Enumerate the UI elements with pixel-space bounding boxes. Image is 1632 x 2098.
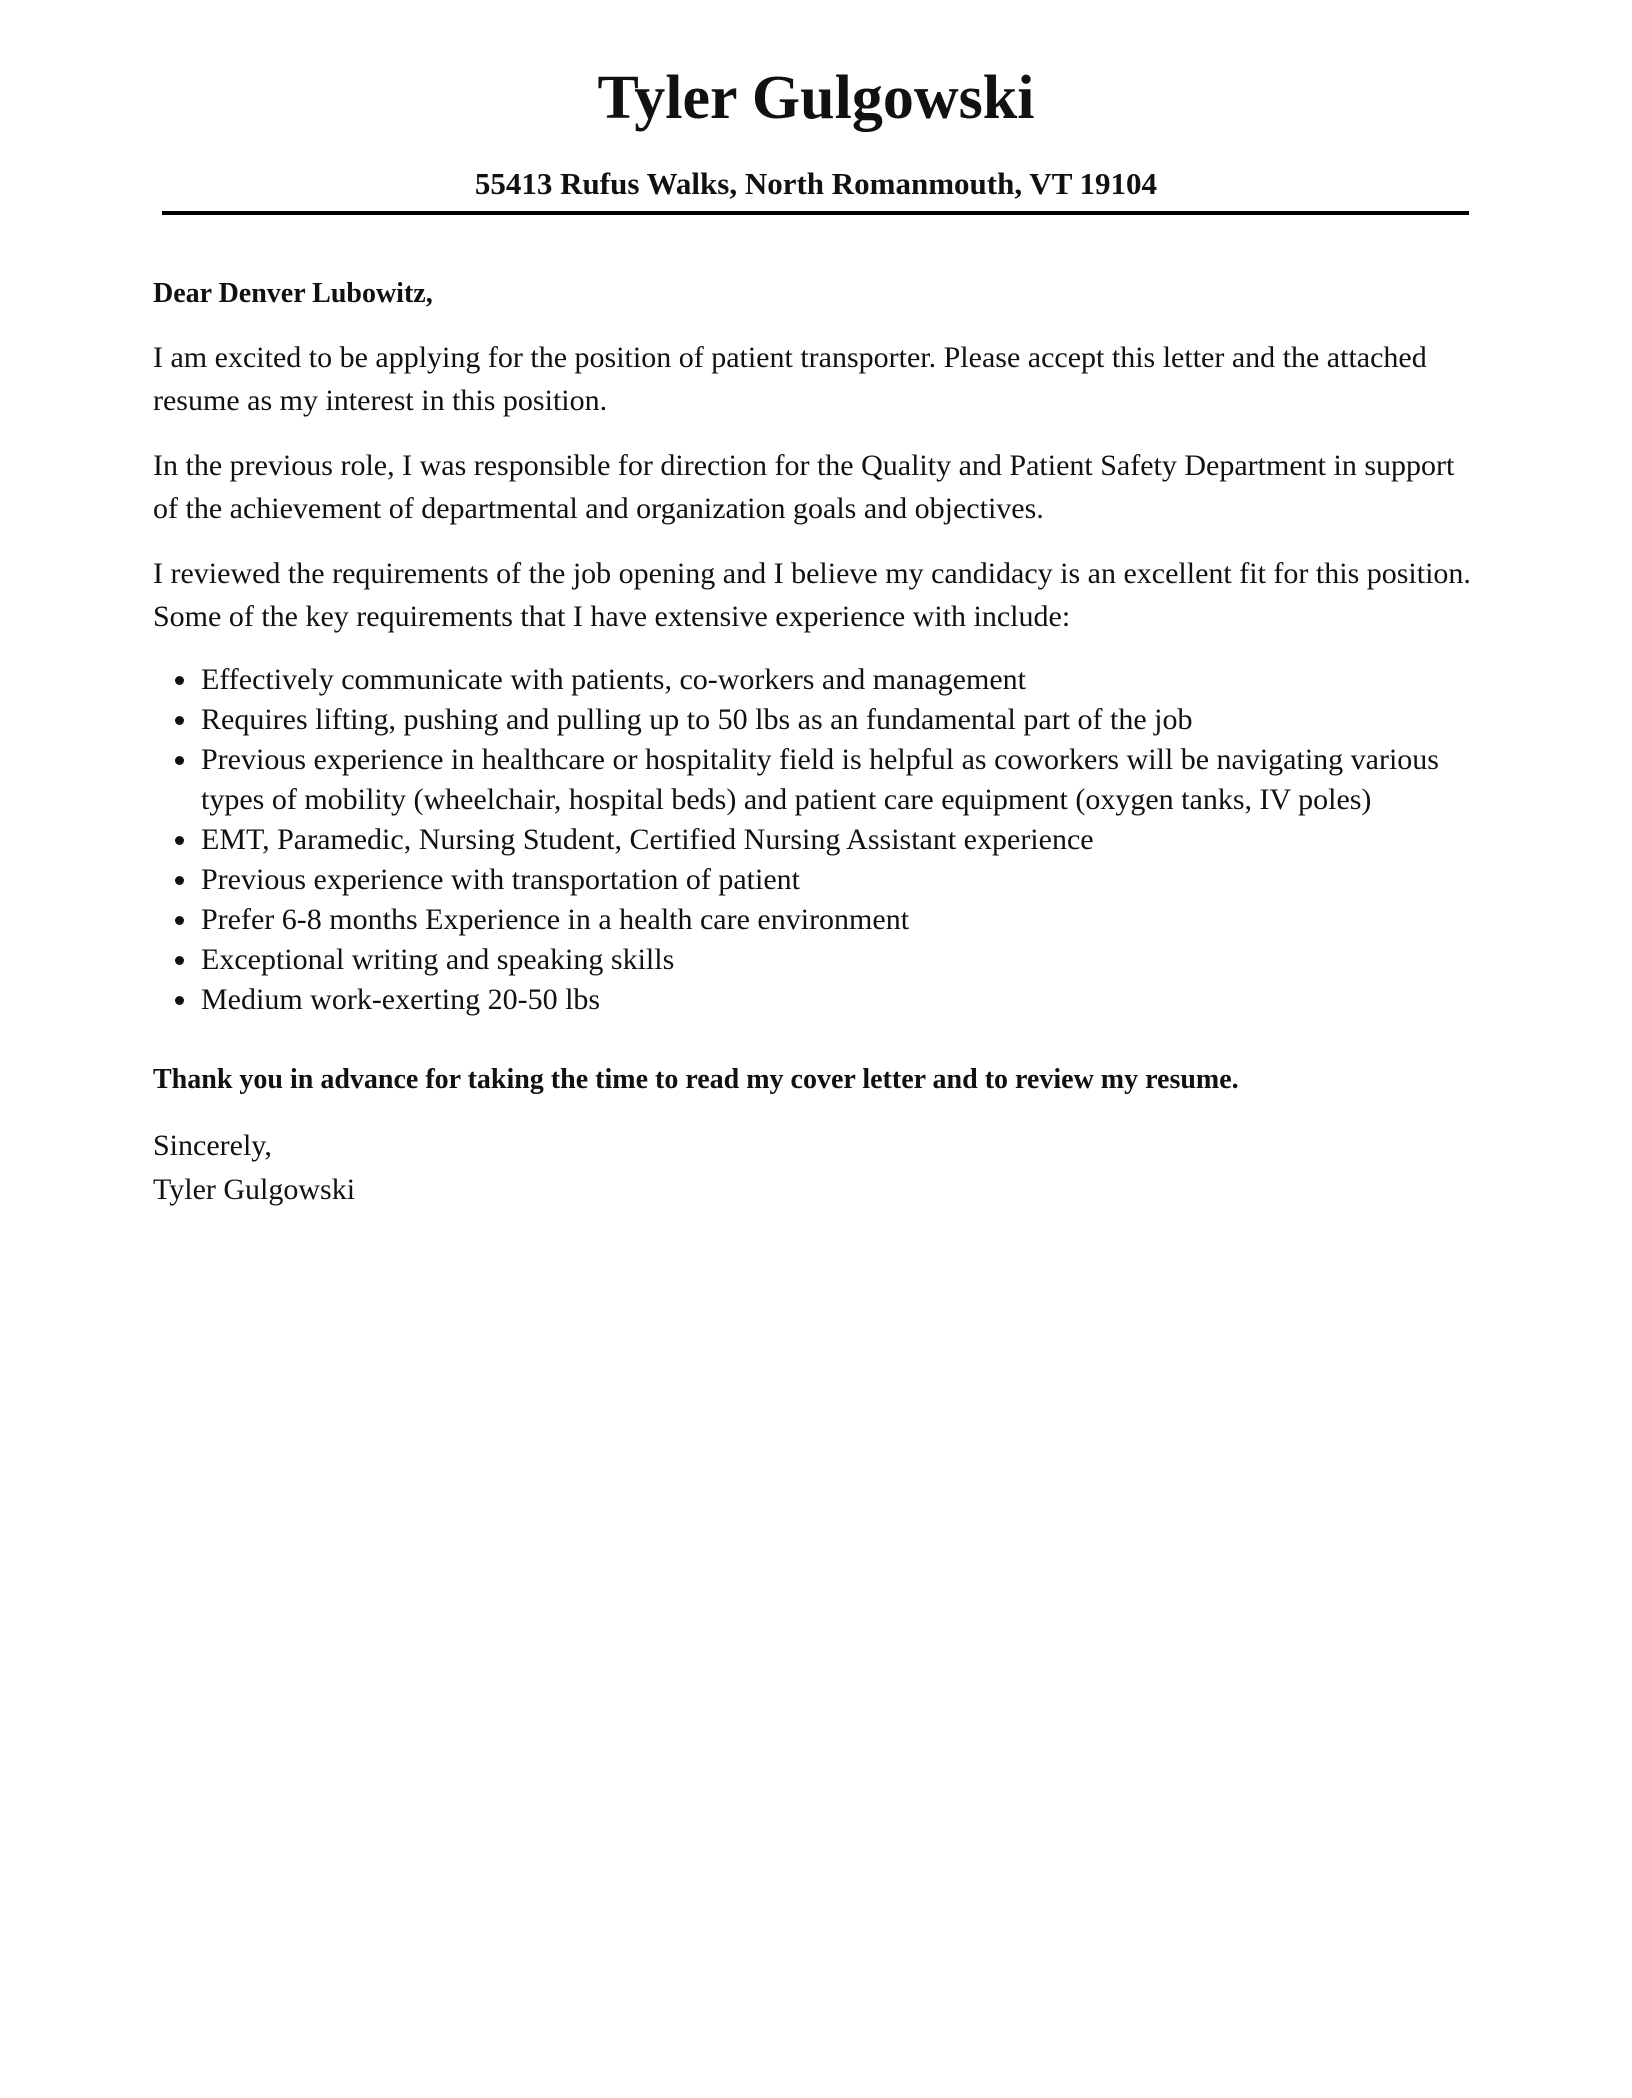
letter-body — [153, 274, 1483, 1212]
list-item — [201, 860, 1483, 900]
list-item — [201, 740, 1483, 820]
list-item-text: Effectively communicate with patients, co-workers and management — [201, 663, 1026, 696]
requirements-list — [153, 660, 1483, 1020]
applicant-name: Tyler Gulgowski — [597, 64, 1035, 132]
list-item-text: Medium work-exerting 20-50 lbs — [201, 983, 601, 1016]
list-item-text: Previous experience with transportation of patient — [201, 863, 800, 896]
list-item — [201, 940, 1483, 980]
bullet-icon — [175, 916, 184, 925]
list-item — [201, 660, 1483, 700]
list-item-text: Prefer 6-8 months Experience in a health care environment — [201, 903, 910, 936]
thank-you-line: Thank you in advance for taking the time to read my cover letter and to review my resume. — [153, 1064, 1239, 1095]
closing: Sincerely, — [153, 1129, 272, 1162]
list-item — [201, 820, 1483, 860]
bullet-icon — [175, 876, 184, 885]
bullet-icon — [175, 956, 184, 965]
list-item-text: Exceptional writing and speaking skills — [201, 943, 675, 976]
list-item-text: EMT, Paramedic, Nursing Student, Certified Nursing Assistant experience — [201, 823, 1094, 856]
applicant-address: 55413 Rufus Walks, North Romanmouth, VT 19104 — [474, 166, 1158, 201]
bullet-icon — [175, 716, 184, 725]
bullet-icon — [175, 836, 184, 845]
intro-paragraph: I am excited to be applying for the position of patient transporter. Please accept this letter and the attached resume as my interest in this position. — [153, 341, 1427, 417]
previous-role-paragraph: In the previous role, I was responsible for direction for the Quality and Patient Safety Department in support of the achievement of departmental and organization goals and objectives. — [153, 449, 1455, 525]
requirements-intro-paragraph: I reviewed the requirements of the job opening and I believe my candidacy is an excellent fit for this position. Some of the key requirements that I have extensive experience with include: — [153, 557, 1471, 633]
signature: Tyler Gulgowski — [153, 1173, 356, 1206]
header-divider — [162, 211, 1469, 215]
list-item — [201, 700, 1483, 740]
salutation: Dear Denver Lubowitz, — [153, 278, 433, 309]
list-item-text: Requires lifting, pushing and pulling up to 50 lbs as an fundamental part of the job — [201, 703, 1193, 736]
list-item — [201, 900, 1483, 940]
bullet-icon — [175, 676, 184, 685]
list-item — [201, 980, 1483, 1020]
bullet-icon — [175, 996, 184, 1005]
bullet-icon — [175, 756, 184, 765]
list-item-text: Previous experience in healthcare or hospitality field is helpful as coworkers will be navigating various types of mobility (wheelchair, hospital beds) and patient care equipment (oxygen tanks, IV poles) — [201, 743, 1439, 816]
